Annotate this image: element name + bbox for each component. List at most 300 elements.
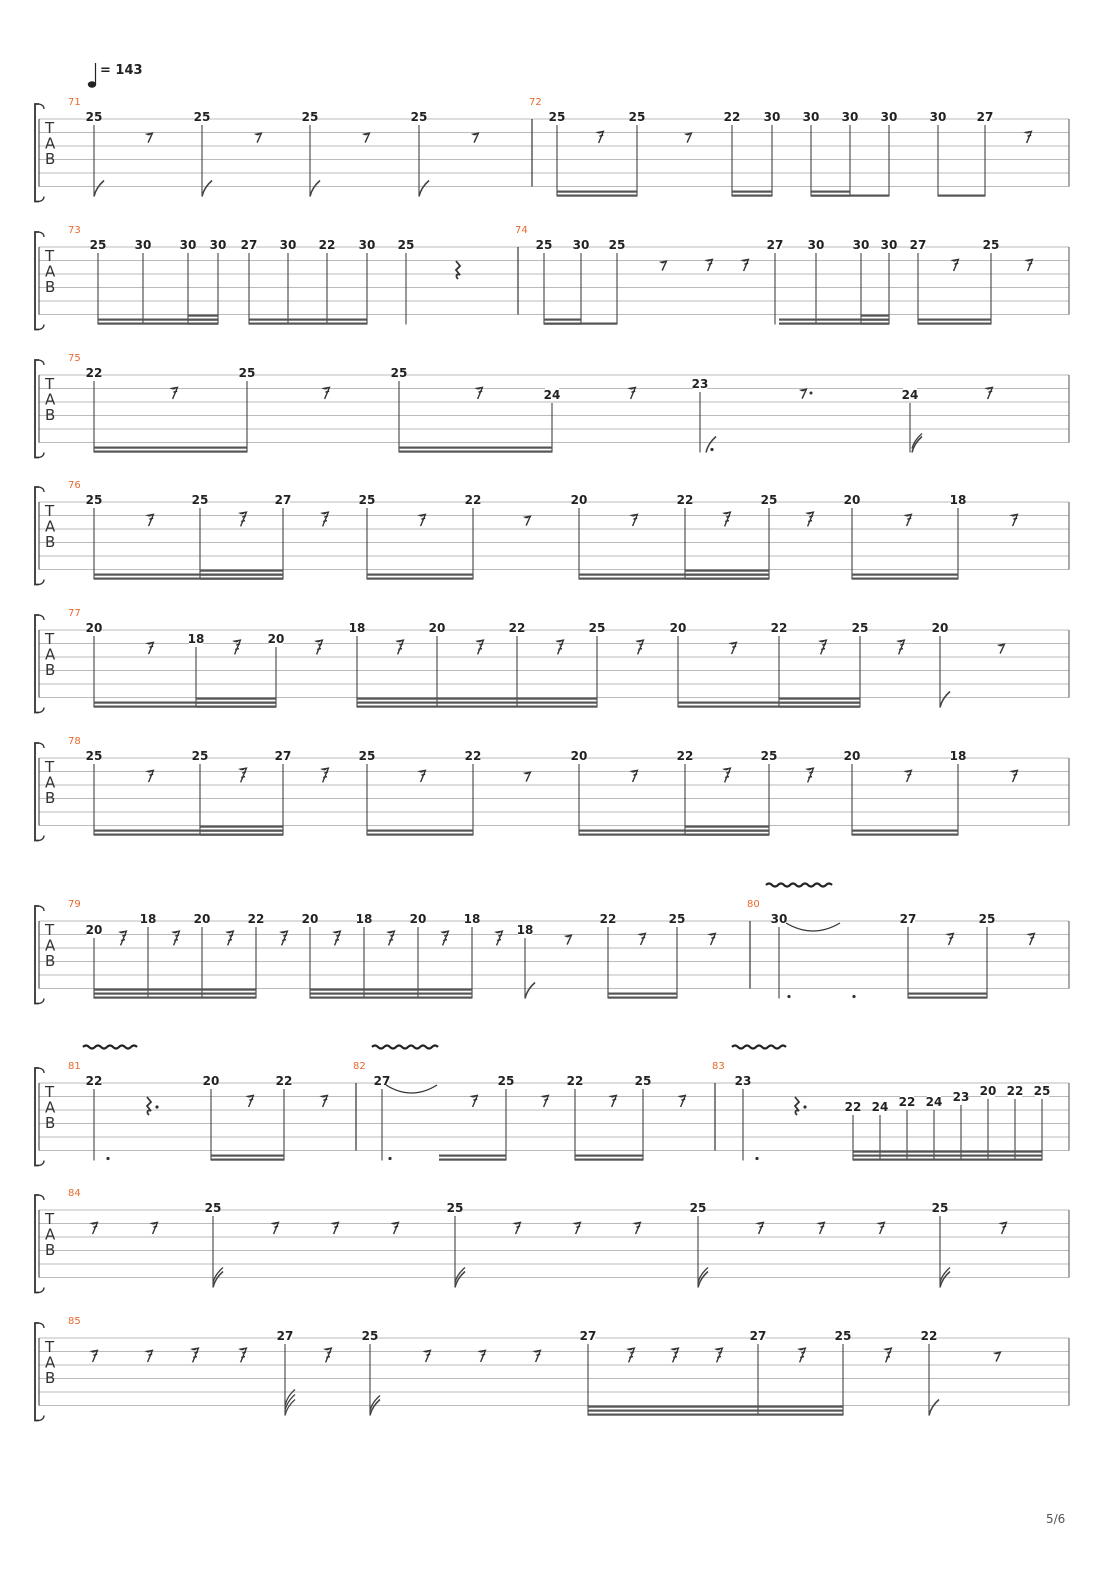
eighth-rest-icon — [364, 133, 370, 143]
beam — [200, 826, 283, 828]
fret-number: 27 — [579, 1329, 597, 1343]
beam — [608, 993, 677, 995]
tab-clef-letter: T — [45, 502, 55, 520]
sixteenth-rest-icon — [1001, 1222, 1007, 1234]
measure-number: 76 — [68, 480, 81, 491]
eighth-rest-icon — [801, 389, 807, 399]
thirty-second-rest-icon — [807, 512, 813, 526]
fret-number: 22 — [920, 1329, 938, 1343]
fret-number: 22 — [464, 493, 482, 507]
tab-system — [35, 608, 1069, 713]
fret-number: 20 — [267, 632, 285, 646]
beam — [310, 993, 472, 995]
beam — [310, 997, 472, 999]
tab-clef-letter: T — [45, 375, 55, 393]
measure-number: 85 — [68, 1316, 81, 1327]
sixteenth-rest-icon — [632, 514, 638, 526]
tie — [786, 923, 840, 931]
tab-clef-letter: A — [45, 262, 56, 281]
thirty-second-rest-icon — [240, 1348, 246, 1362]
fret-number: 30 — [279, 238, 297, 252]
eighth-rest-icon — [525, 772, 531, 782]
beam — [367, 830, 473, 832]
quarter-rest-icon — [795, 1097, 799, 1115]
eighth-rest-icon — [566, 935, 572, 945]
measure-number: 79 — [68, 899, 81, 910]
thirty-second-rest-icon — [316, 640, 322, 654]
beam — [685, 826, 769, 828]
fret-number: 18 — [463, 912, 481, 926]
beam — [557, 195, 637, 197]
fret-number: 18 — [139, 912, 157, 926]
eighth-rest-icon — [147, 133, 153, 143]
system-bracket — [35, 232, 39, 330]
fret-number: 24 — [925, 1095, 943, 1109]
fret-number: 20 — [843, 493, 861, 507]
tab-clef-letter: B — [45, 150, 56, 168]
sixteenth-rest-icon — [1027, 259, 1033, 271]
fret-number: 27 — [766, 238, 784, 252]
sixteenth-rest-icon — [148, 642, 154, 654]
beam — [367, 574, 473, 576]
fret-number: 25 — [361, 1329, 379, 1343]
measure-number: 83 — [712, 1061, 725, 1072]
fret-number: 18 — [355, 912, 373, 926]
page-number: 5/6 — [1046, 1512, 1066, 1526]
sixteenth-rest-icon — [635, 1222, 641, 1234]
thirty-second-rest-icon — [672, 1348, 678, 1362]
beam — [852, 578, 958, 580]
measure-number: 71 — [68, 97, 81, 108]
fret-number: 30 — [770, 912, 788, 926]
fret-number: 27 — [899, 912, 917, 926]
fret-number: 22 — [464, 749, 482, 763]
augmentation-dot — [852, 995, 855, 998]
fret-number: 25 — [634, 1074, 652, 1088]
beam — [94, 989, 256, 991]
fret-number: 25 — [193, 110, 211, 124]
fret-number: 22 — [247, 912, 265, 926]
fret-number: 24 — [543, 388, 561, 402]
thirty-second-rest-icon — [820, 640, 826, 654]
fret-number: 25 — [982, 238, 1000, 252]
sixteenth-rest-icon — [731, 642, 737, 654]
tab-system — [35, 1316, 1069, 1421]
fret-number: 25 — [851, 621, 869, 635]
beam — [94, 447, 247, 449]
measure-number: 75 — [68, 353, 81, 364]
fret-number: 20 — [669, 621, 687, 635]
beam — [918, 319, 991, 321]
beam — [94, 993, 256, 995]
fret-number: 24 — [901, 388, 919, 402]
beam — [811, 191, 850, 193]
beam — [588, 1406, 843, 1408]
beam — [938, 195, 985, 197]
fret-number: 22 — [318, 238, 336, 252]
sixteenth-rest-icon — [480, 1350, 486, 1362]
fret-number: 22 — [898, 1095, 916, 1109]
tab-clef-letter: T — [45, 1083, 55, 1101]
fret-number: 25 — [358, 749, 376, 763]
eighth-rest-icon — [686, 133, 692, 143]
fret-number: 30 — [852, 238, 870, 252]
eighth-rest-icon — [525, 516, 531, 526]
beam — [732, 191, 772, 193]
sixteenth-rest-icon — [1012, 770, 1018, 782]
sixteenth-rest-icon — [420, 514, 426, 526]
thirty-second-rest-icon — [807, 768, 813, 782]
fret-number: 25 — [89, 238, 107, 252]
sixteenth-rest-icon — [879, 1222, 885, 1234]
fret-number: 25 — [204, 1201, 222, 1215]
beam — [367, 578, 473, 580]
beam — [196, 702, 276, 704]
fret-number: 25 — [238, 366, 256, 380]
tab-clef-letter: B — [45, 406, 56, 424]
fret-number: 25 — [85, 110, 103, 124]
fret-number: 22 — [676, 493, 694, 507]
beam — [249, 319, 367, 321]
sixteenth-rest-icon — [710, 933, 716, 945]
beam — [200, 830, 283, 832]
tab-clef-letter: A — [45, 390, 56, 409]
beam — [811, 195, 850, 197]
sixteenth-rest-icon — [948, 933, 954, 945]
thirty-second-rest-icon — [898, 640, 904, 654]
fret-number: 25 — [446, 1201, 464, 1215]
beam — [200, 570, 283, 572]
tab-clef-letter: T — [45, 119, 55, 137]
fret-number: 25 — [931, 1201, 949, 1215]
tab-clef-letter: A — [45, 134, 56, 153]
sixteenth-rest-icon — [535, 1350, 541, 1362]
sixteenth-rest-icon — [640, 933, 646, 945]
fret-number: 20 — [570, 493, 588, 507]
tab-system — [35, 480, 1069, 585]
beam — [853, 1159, 1042, 1161]
system-bracket — [35, 615, 39, 713]
fret-number: 22 — [1006, 1084, 1024, 1098]
fret-number: 25 — [668, 912, 686, 926]
tab-system — [35, 884, 1069, 1004]
beam — [399, 447, 552, 449]
fret-number: 20 — [301, 912, 319, 926]
sixteenth-rest-icon — [611, 1095, 617, 1107]
fret-number: 25 — [397, 238, 415, 252]
thirty-second-rest-icon — [477, 640, 483, 654]
tie — [386, 1085, 437, 1093]
beam — [367, 834, 473, 836]
fret-number: 27 — [749, 1329, 767, 1343]
fret-number: 23 — [691, 377, 709, 391]
vibrato-icon — [372, 1046, 438, 1049]
sixteenth-rest-icon — [333, 1222, 339, 1234]
fret-number: 25 — [85, 493, 103, 507]
tab-system — [35, 736, 1069, 841]
thirty-second-rest-icon — [322, 768, 328, 782]
fret-number: 20 — [409, 912, 427, 926]
thirty-second-rest-icon — [281, 931, 287, 945]
sixteenth-rest-icon — [906, 514, 912, 526]
thirty-second-rest-icon — [716, 1348, 722, 1362]
measure-number: 77 — [68, 608, 81, 619]
sixteenth-rest-icon — [425, 1350, 431, 1362]
tab-systems — [35, 97, 1069, 1421]
fret-number: 27 — [274, 749, 292, 763]
fret-number: 22 — [275, 1074, 293, 1088]
sixteenth-rest-icon — [477, 387, 483, 399]
fret-number: 25 — [628, 110, 646, 124]
beam — [918, 323, 991, 325]
beam — [544, 319, 581, 321]
system-bracket — [35, 104, 39, 202]
fret-number: 20 — [931, 621, 949, 635]
sixteenth-rest-icon — [707, 259, 713, 271]
fret-number: 30 — [134, 238, 152, 252]
beam — [779, 706, 860, 708]
note-flag — [929, 1400, 939, 1416]
fret-number: 27 — [373, 1074, 391, 1088]
beam — [439, 1159, 506, 1161]
measure-number: 84 — [68, 1188, 81, 1199]
fret-number: 30 — [841, 110, 859, 124]
fret-number: 27 — [276, 1329, 294, 1343]
beam — [200, 578, 283, 580]
fret-number: 27 — [976, 110, 994, 124]
sixteenth-rest-icon — [758, 1222, 764, 1234]
fret-number: 25 — [1033, 1084, 1051, 1098]
fret-number: 20 — [570, 749, 588, 763]
fret-number: 22 — [676, 749, 694, 763]
sixteenth-rest-icon — [324, 387, 330, 399]
thirty-second-rest-icon — [442, 931, 448, 945]
fret-number: 25 — [588, 621, 606, 635]
fret-number: 30 — [358, 238, 376, 252]
beam — [439, 1155, 506, 1157]
tempo-marking — [88, 63, 143, 88]
system-bracket — [35, 1195, 39, 1293]
tab-clef-letter: B — [45, 533, 56, 551]
system-bracket — [35, 360, 39, 458]
fret-number: 25 — [535, 238, 553, 252]
tab-system — [35, 225, 1069, 330]
beam — [249, 323, 367, 325]
sixteenth-rest-icon — [575, 1222, 581, 1234]
note-flag — [419, 181, 429, 197]
tab-clef-letter: A — [45, 773, 56, 792]
tab-clef-letter: B — [45, 1369, 56, 1387]
sixteenth-rest-icon — [987, 387, 993, 399]
beam — [211, 1159, 284, 1161]
sixteenth-rest-icon — [953, 259, 959, 271]
tab-system — [35, 1188, 1069, 1293]
thirty-second-rest-icon — [240, 512, 246, 526]
tab-clef-letter: B — [45, 1114, 56, 1132]
tab-clef-letter: A — [45, 936, 56, 955]
sixteenth-rest-icon — [152, 1222, 158, 1234]
measure-number: 80 — [747, 899, 760, 910]
beam — [588, 1414, 843, 1416]
beam — [853, 1155, 1042, 1157]
fret-number: 18 — [348, 621, 366, 635]
system-bracket — [35, 487, 39, 585]
fret-number: 25 — [760, 749, 778, 763]
beam — [685, 834, 769, 836]
sixteenth-rest-icon — [472, 1095, 478, 1107]
beam — [196, 706, 276, 708]
beam — [685, 570, 769, 572]
beam — [732, 195, 772, 197]
thirty-second-rest-icon — [637, 640, 643, 654]
tab-system — [35, 1046, 1069, 1166]
fret-number: 20 — [428, 621, 446, 635]
sixteenth-rest-icon — [273, 1222, 279, 1234]
quarter-rest-icon — [456, 261, 460, 279]
sixteenth-rest-icon — [322, 1095, 328, 1107]
beam — [588, 1410, 843, 1412]
beam — [544, 323, 581, 325]
beam — [200, 574, 283, 576]
fret-number: 30 — [209, 238, 227, 252]
augmentation-dot — [388, 1157, 391, 1160]
tab-system — [35, 97, 1069, 202]
fret-number: 22 — [844, 1100, 862, 1114]
measure-number: 73 — [68, 225, 81, 236]
fret-number: 25 — [497, 1074, 515, 1088]
sixteenth-rest-icon — [1026, 131, 1032, 143]
sixteenth-rest-icon — [148, 514, 154, 526]
beam — [575, 1155, 643, 1157]
fret-number: 25 — [191, 493, 209, 507]
tab-clef-letter: T — [45, 758, 55, 776]
system-bracket — [35, 743, 39, 841]
fret-number: 25 — [978, 912, 996, 926]
eighth-rest-icon — [256, 133, 262, 143]
vibrato-icon — [83, 1046, 137, 1049]
note-flag — [940, 692, 950, 708]
fret-number: 30 — [807, 238, 825, 252]
tab-clef-letter: B — [45, 1241, 56, 1259]
fret-number: 25 — [390, 366, 408, 380]
sixteenth-rest-icon — [1029, 933, 1035, 945]
beam — [608, 997, 677, 999]
beam — [211, 1155, 284, 1157]
beam — [685, 574, 769, 576]
thirty-second-rest-icon — [496, 931, 502, 945]
fret-number: 30 — [880, 238, 898, 252]
thirty-second-rest-icon — [227, 931, 233, 945]
fret-number: 22 — [85, 366, 103, 380]
fret-number: 30 — [880, 110, 898, 124]
sixteenth-rest-icon — [680, 1095, 686, 1107]
beam — [853, 1151, 1042, 1153]
tab-clef-letter: T — [45, 247, 55, 265]
fret-number: 25 — [410, 110, 428, 124]
beam — [779, 698, 860, 700]
vibrato-icon — [766, 884, 832, 887]
thirty-second-rest-icon — [192, 1348, 198, 1362]
tab-clef-letter: B — [45, 789, 56, 807]
fret-number: 22 — [508, 621, 526, 635]
note-flag — [310, 181, 320, 197]
thirty-second-rest-icon — [799, 1348, 805, 1362]
fret-number: 23 — [734, 1074, 752, 1088]
beam — [575, 1159, 643, 1161]
fret-number: 27 — [909, 238, 927, 252]
sixteenth-rest-icon — [906, 770, 912, 782]
fret-number: 25 — [191, 749, 209, 763]
sixteenth-rest-icon — [632, 770, 638, 782]
beam — [908, 993, 987, 995]
sixteenth-rest-icon — [543, 1095, 549, 1107]
eighth-rest-icon — [473, 133, 479, 143]
fret-number: 27 — [274, 493, 292, 507]
fret-number: 30 — [179, 238, 197, 252]
tab-clef-letter: T — [45, 1338, 55, 1356]
beam — [685, 578, 769, 580]
beam — [200, 834, 283, 836]
fret-number: 22 — [599, 912, 617, 926]
thirty-second-rest-icon — [322, 512, 328, 526]
sixteenth-rest-icon — [92, 1222, 98, 1234]
beam — [779, 702, 860, 704]
beam — [685, 830, 769, 832]
tab-system — [35, 353, 1069, 458]
fret-number: 25 — [301, 110, 319, 124]
beam — [94, 997, 256, 999]
fret-number: 22 — [566, 1074, 584, 1088]
thirty-second-rest-icon — [173, 931, 179, 945]
tab-clef-letter: T — [45, 630, 55, 648]
beam — [852, 834, 958, 836]
thirty-second-rest-icon — [885, 1348, 891, 1362]
thirty-second-rest-icon — [325, 1348, 331, 1362]
fret-number: 18 — [187, 632, 205, 646]
quarter-rest-icon — [147, 1097, 151, 1115]
system-bracket — [35, 1323, 39, 1421]
measure-number: 81 — [68, 1061, 81, 1072]
fret-number: 25 — [689, 1201, 707, 1215]
fret-number: 25 — [760, 493, 778, 507]
beam — [852, 574, 958, 576]
beam — [357, 702, 597, 704]
fret-number: 30 — [802, 110, 820, 124]
eighth-rest-icon — [995, 1352, 1001, 1362]
thirty-second-rest-icon — [397, 640, 403, 654]
tab-clef-letter: A — [45, 1353, 56, 1372]
thirty-second-rest-icon — [240, 768, 246, 782]
thirty-second-rest-icon — [334, 931, 340, 945]
sixteenth-rest-icon — [92, 1350, 98, 1362]
beam — [196, 698, 276, 700]
measure-number: 82 — [353, 1061, 366, 1072]
fret-number: 20 — [202, 1074, 220, 1088]
beam — [861, 319, 889, 321]
measure-number: 74 — [515, 225, 528, 236]
thirty-second-rest-icon — [234, 640, 240, 654]
fret-number: 22 — [723, 110, 741, 124]
fret-number: 20 — [979, 1084, 997, 1098]
fret-number: 20 — [85, 923, 103, 937]
beam — [852, 830, 958, 832]
tab-clef-letter: T — [45, 921, 55, 939]
measure-number: 78 — [68, 736, 81, 747]
sixteenth-rest-icon — [148, 770, 154, 782]
tab-clef-letter: A — [45, 1225, 56, 1244]
beam — [357, 698, 597, 700]
fret-number: 27 — [240, 238, 258, 252]
